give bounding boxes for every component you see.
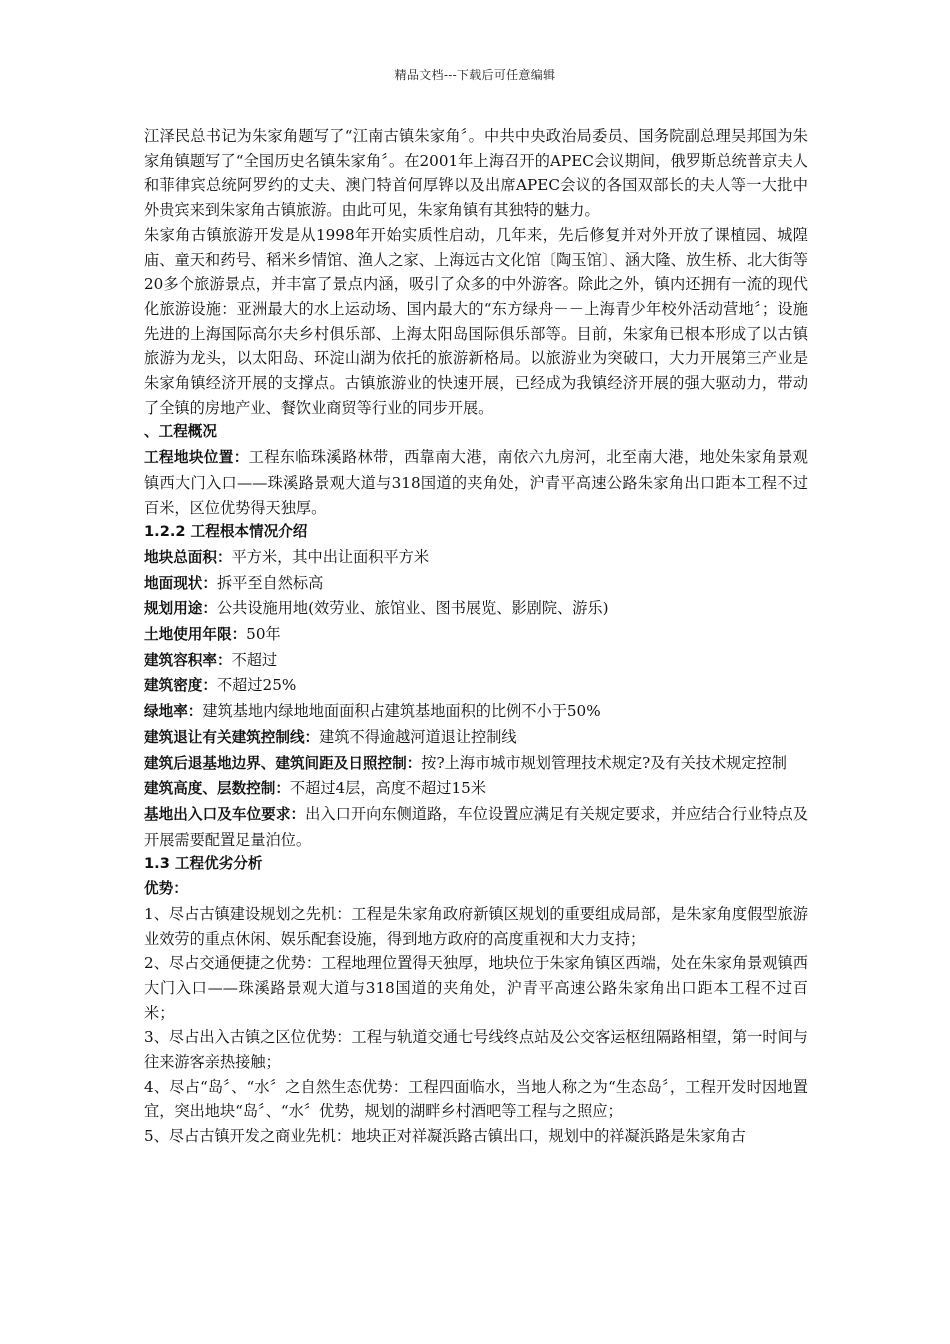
section-heading-basic: 1.2.2 工程根本情况介绍 xyxy=(144,523,308,541)
basic-item-label: 土地使用年限： xyxy=(144,626,247,644)
document-body xyxy=(144,124,808,1149)
basic-item xyxy=(144,648,808,674)
basic-item xyxy=(144,802,808,852)
location-label: 工程地块位置： xyxy=(144,449,249,467)
basic-item-value: 平方米，其中出让面积平方米 xyxy=(231,547,430,566)
basic-item-value: 建筑基地内绿地地面面积占建筑基地面积的比例不小于50% xyxy=(202,702,601,721)
basic-item xyxy=(144,776,808,802)
basic-item-label: 基地出入口及车位要求： xyxy=(144,805,306,823)
basic-item xyxy=(144,725,808,751)
paragraph-tourism: 朱家角古镇旅游开发是从1998年开始实质性启动，几年来，先后修复并对外开放了课植园、城隍庙、童天和药号、稻米乡情馆、渔人之家、上海远古文化馆〔陶玉馆〕、涵大隆、放生桥、北大街等20多个旅游景点，并丰富了景点内涵，吸引了众多的中外游客。除此之外，镇内还拥有一流的现代化旅游设施：亚洲最大的水上运动场、国内最大的“东方绿舟－－上海青少年校外活动营地〞；设施先进的上海国际高尔夫乡村俱乐部、上海太阳岛国际俱乐部等。目前，朱家角已根本形成了以古镇旅游为龙头，以太阳岛、环淀山湖为依托的旅游新格局。以旅游业为突破口，大力开展第三产业是朱家角镇经济开展的支撑点。古镇旅游业的快速开展，已经成为我镇经济开展的强大驱动力，带动了全镇的房地产业、餐饮业商贸等行业的同步开展。 xyxy=(144,225,808,417)
basic-item-label: 规划用途： xyxy=(144,600,217,618)
location-paragraph xyxy=(144,445,808,520)
basic-item-value: 50年 xyxy=(246,625,281,644)
basic-item-value: 不超过 xyxy=(231,650,278,669)
basic-item-value: 建筑不得逾越河道退让控制线 xyxy=(319,727,517,746)
page-header: 精品文档---下载后可任意编辑 xyxy=(394,68,556,82)
advantage-item: 2、尽占交通便捷之优势：工程地理位置得天独厚，地块位于朱家角镇区西端，处在朱家角景观镇西大门入口——珠溪路景观大道与318国道的夹角处，沪青平高速公路朱家角出口距本工程不过百米； xyxy=(144,954,808,1022)
basic-item-label: 地面现状： xyxy=(144,574,217,592)
basic-item xyxy=(144,751,808,777)
basic-item xyxy=(144,596,808,622)
basic-item-label: 建筑退让有关建筑控制线： xyxy=(144,728,320,746)
basic-item-value: 按?上海市城市规划管理技术规定?及有关技术规定控制 xyxy=(421,753,787,772)
advantages-label: 优势： xyxy=(144,880,188,898)
paragraph-intro: 江泽民总书记为朱家角题写了“江南古镇朱家角〞。中共中央政治局委员、国务院副总理吴邦国为朱家角镇题写了“全国历史名镇朱家角〞。在2001年上海召开的APEC会议期间，俄罗斯总统普京夫人和菲律宾总统阿罗约的丈夫、澳门特首何厚铧以及出席APEC会议的各国双部长的夫人等一大批中外贵宾来到朱家角古镇旅游。由此可见，朱家角镇有其独特的魅力。 xyxy=(144,127,808,220)
basic-item-label: 建筑密度： xyxy=(144,677,217,695)
basic-item xyxy=(144,622,808,648)
advantage-item: 4、尽占“岛〞、“水〞之自然生态优势：工程四面临水，当地人称之为“生态岛〞，工程开发时因地置宜，突出地块“岛〞、“水〞优势，规划的湖畔乡村酒吧等工程与之照应； xyxy=(144,1077,808,1121)
section-heading-overview: 、工程概况 xyxy=(144,423,217,441)
basic-item-label: 建筑高度、层数控制： xyxy=(144,780,290,798)
basic-item-value: 公共设施用地(效劳业、旅馆业、图书展览、影剧院、游乐) xyxy=(216,599,609,618)
basic-item xyxy=(144,673,808,699)
advantage-item: 5、尽占古镇开发之商业先机：地块正对祥凝浜路古镇出口，规划中的祥凝浜路是朱家角古 xyxy=(144,1127,746,1146)
basic-item-value: 拆平至自然标高 xyxy=(216,573,324,592)
basic-item-label: 建筑容积率： xyxy=(144,651,232,669)
basic-item-value: 不超过25% xyxy=(216,676,297,695)
basic-item xyxy=(144,699,808,725)
basic-item-value: 不超过4层，高度不超过15米 xyxy=(289,779,487,798)
location-text: 工程东临珠溪路林带，西靠南大港，南依六九房河，北至南大港，地处朱家角景观镇西大门入口——珠溪路景观大道与318国道的夹角处，沪青平高速公路朱家角出口距本工程不过百米，区位优势得天独厚。 xyxy=(144,448,808,517)
section-heading-analysis: 1.3 工程优劣分析 xyxy=(144,855,263,873)
basic-item xyxy=(144,545,808,571)
basic-item-value: 出入口开向东侧道路，车位设置应满足有关规定要求，并应结合行业特点及开展需要配置足量泊位。 xyxy=(144,804,808,849)
advantage-item: 1、尽占古镇建设规划之先机：工程是朱家角政府新镇区规划的重要组成局部，是朱家角度假型旅游业效劳的重点休闲、娱乐配套设施，得到地方政府的高度重视和大力支持； xyxy=(144,904,808,948)
basic-item xyxy=(144,571,808,597)
basic-item-label: 地块总面积： xyxy=(144,548,232,566)
advantage-item: 3、尽占出入古镇之区位优势：工程与轨道交通七号线终点站及公交客运枢纽隔路相望，第一时间与往来游客亲热接触； xyxy=(144,1028,808,1072)
basic-item-label: 绿地率： xyxy=(144,703,203,721)
basic-item-label: 建筑后退基地边界、建筑间距及日照控制： xyxy=(144,754,422,772)
